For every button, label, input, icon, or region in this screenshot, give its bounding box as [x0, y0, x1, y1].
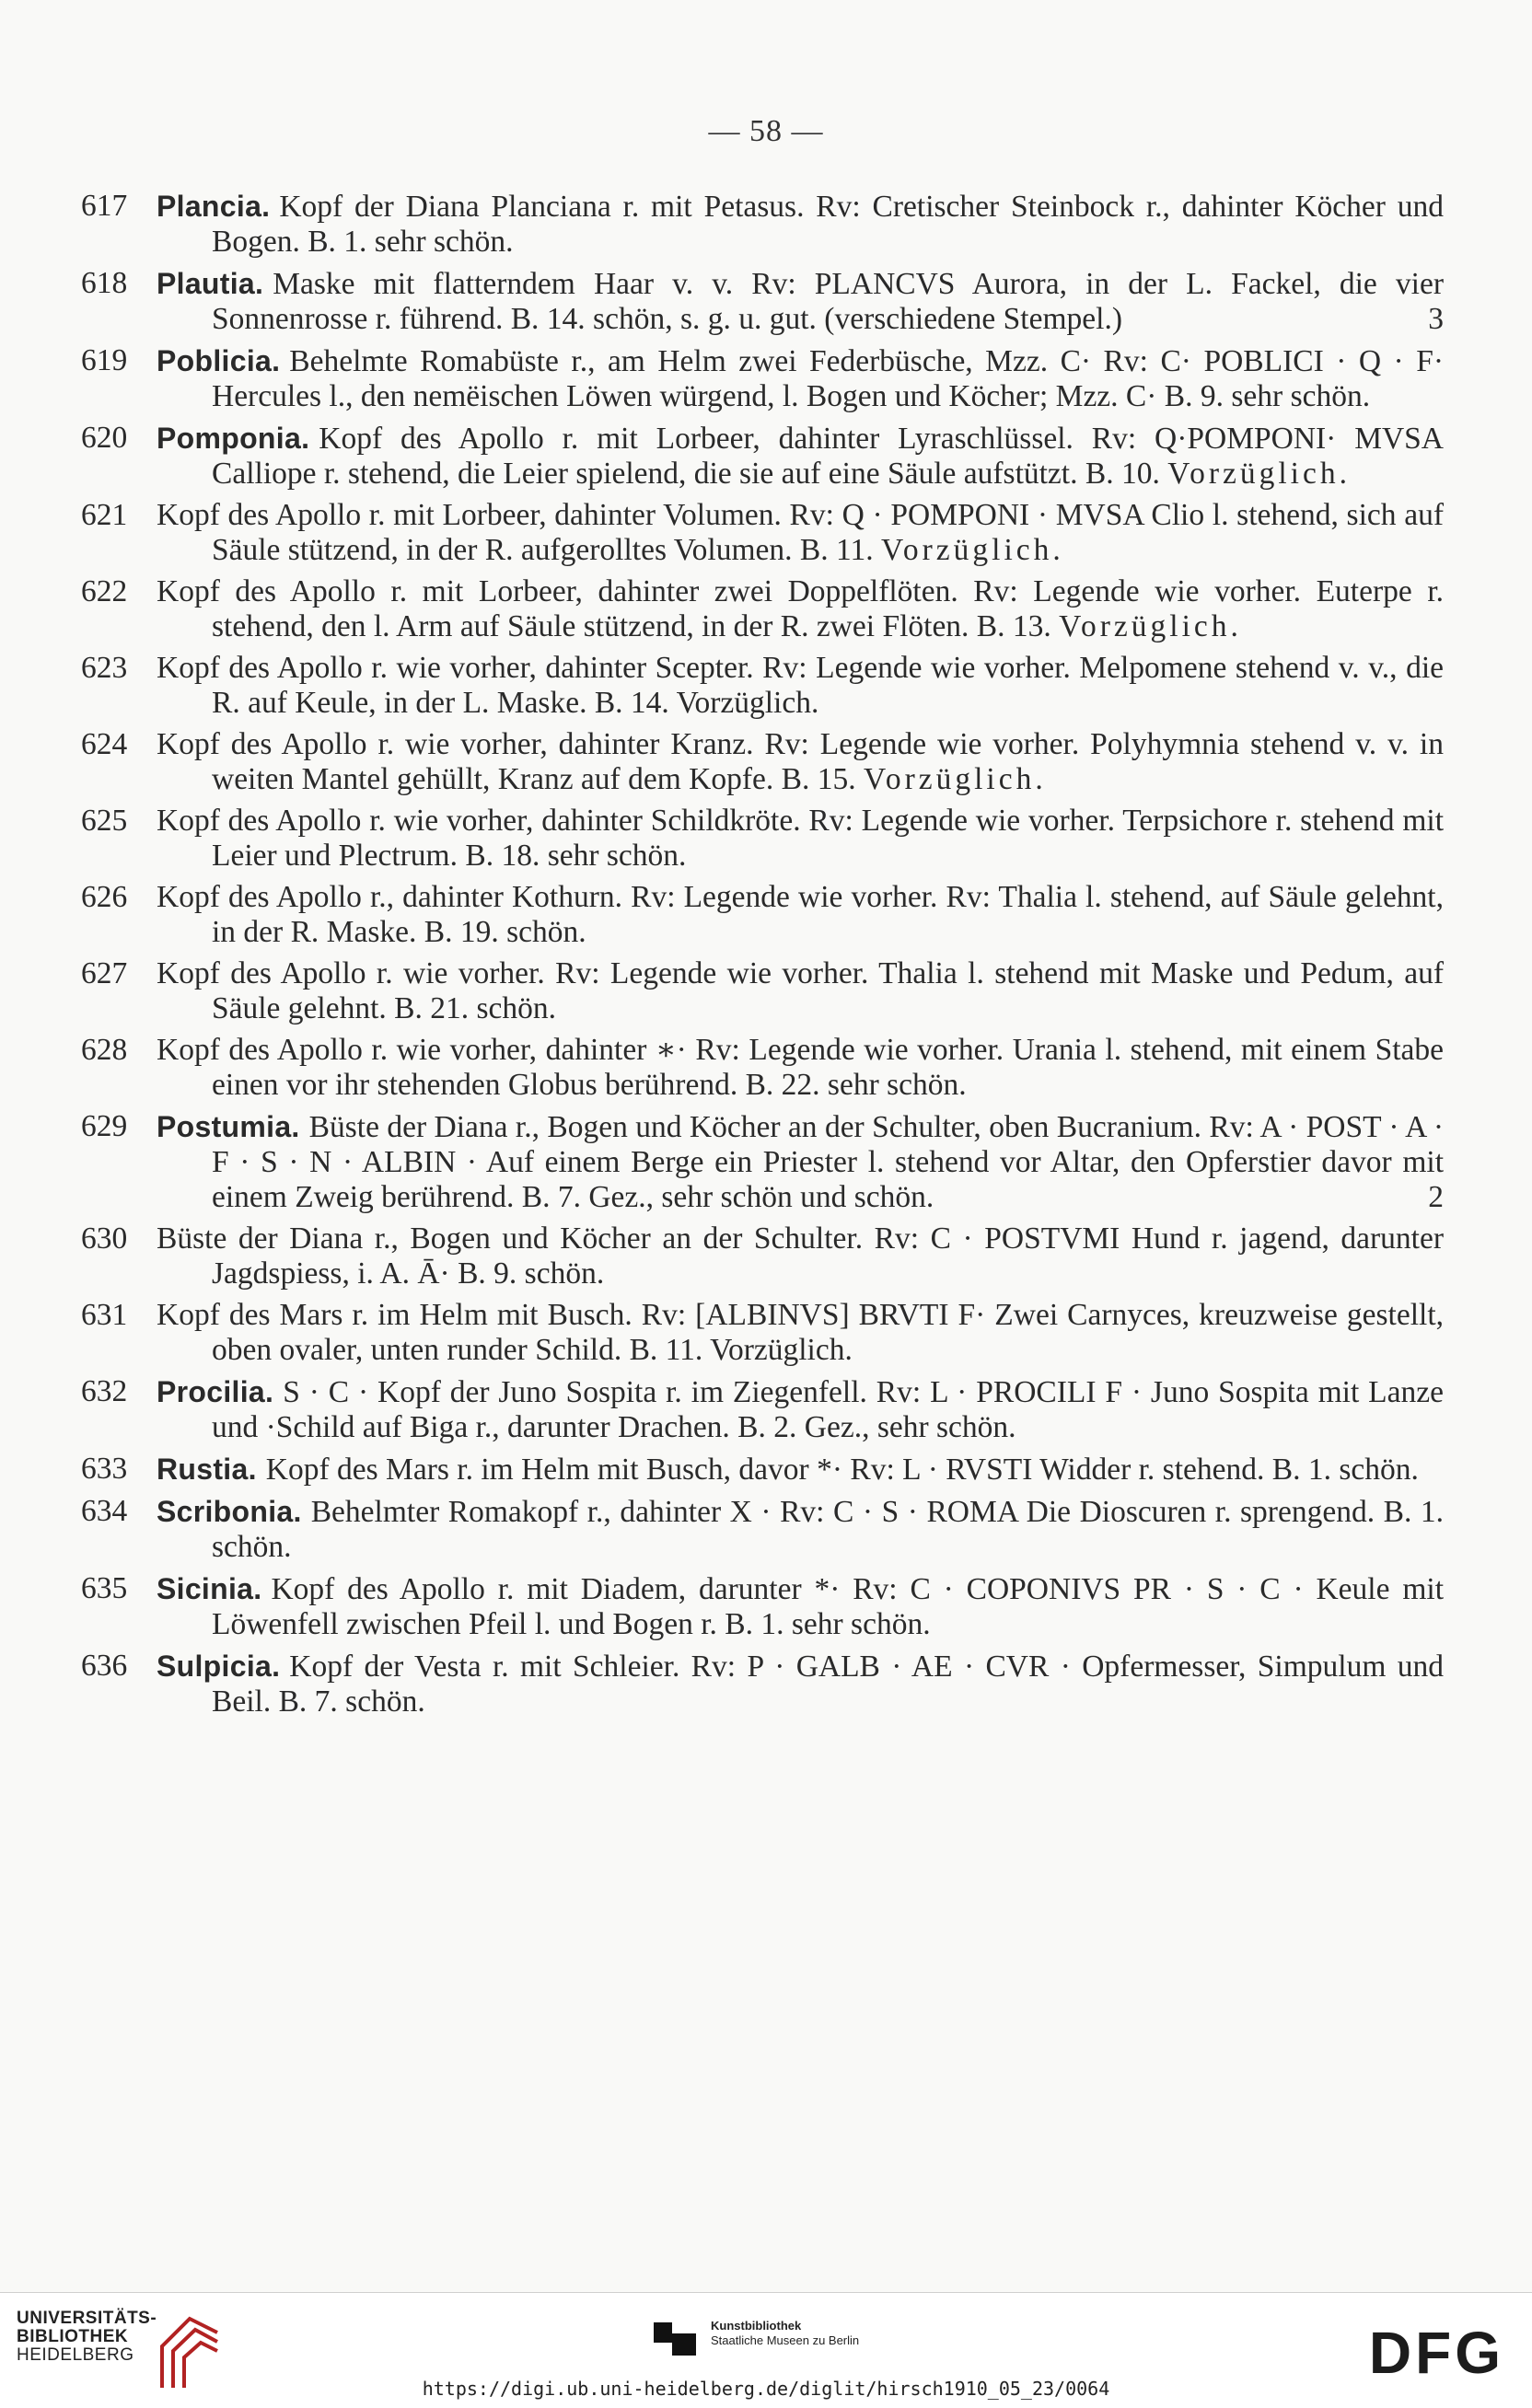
- catalog-entry: [81, 498, 1444, 568]
- entry-number: 635: [81, 1571, 128, 1605]
- entry-number: 636: [81, 1649, 128, 1683]
- entry-gens-name: Poblicia.: [157, 344, 281, 377]
- kunstbibliothek-emblem-icon: [652, 2321, 698, 2357]
- catalog-entry: [81, 1109, 1444, 1215]
- entry-description: Kopf des Mars r. im Helm mit Busch, davor *· Rv: L · RVSTI Widder r. stehend. B. 1. schön.: [265, 1453, 1419, 1487]
- catalog-entry: [81, 574, 1444, 644]
- catalog-entry: [81, 189, 1444, 260]
- page-number: — 58 —: [708, 114, 824, 148]
- catalog-entry: [81, 343, 1444, 414]
- catalog-entry: [81, 1374, 1444, 1445]
- entry-description: S · C · Kopf der Juno Sospita r. im Ziegenfell. Rv: L · PROCILI F · Juno Sospita mit Lanze und ·Schild auf Biga r., darunter Drachen. B. 2. Gez., sehr schön.: [212, 1375, 1444, 1444]
- entry-grade: Vorzüglich.: [863, 762, 1047, 796]
- page-url[interactable]: https://digi.ub.uni-heidelberg.de/diglit/hirsch1910_05_23/0064: [422, 2378, 1110, 2400]
- entry-gens-name: Rustia.: [157, 1453, 257, 1486]
- entry-gens-name: Scribonia.: [157, 1495, 302, 1528]
- catalog-entry: [81, 1494, 1444, 1565]
- entry-number: 628: [81, 1033, 128, 1067]
- entry-description: Kopf der Diana Planciana r. mit Petasus. Rv: Cretischer Steinbock r., dahinter Köcher und Bogen. B. 1. sehr schön.: [212, 190, 1444, 259]
- kunstbibliothek-subtitle: Staatliche Museen zu Berlin: [711, 2333, 860, 2347]
- entry-description: Kopf des Mars r. im Helm mit Busch. Rv: [ALBINVS] BRVTI F· Zwei Carnyces, kreuzweise gestellt, oben ovaler, unten runder Schild. B. 11. Vorzüglich.: [157, 1298, 1444, 1367]
- entry-grade: Vorzüglich.: [1167, 457, 1351, 491]
- catalog-entry: [81, 727, 1444, 797]
- entry-number: 624: [81, 727, 128, 761]
- entry-gens-name: Pomponia.: [157, 422, 310, 455]
- entry-description: Kopf des Apollo r. mit Lorbeer, dahinter Lyraschlüssel. Rv: Q·POMPONI· MVSA Calliope r. stehend, die Leier spielend, die sie auf eine Säule aufstützt. B. 10.: [212, 422, 1444, 491]
- entry-description: Behelmter Romakopf r., dahinter X · Rv: C · S · ROMA Die Dioscuren r. sprengend. B. 1. schön.: [212, 1495, 1444, 1564]
- entry-number: 633: [81, 1452, 128, 1486]
- entry-description: Kopf der Vesta r. mit Schleier. Rv: P · GALB · AE · CVR · Opfermesser, Simpulum und Beil. B. 7. schön.: [212, 1650, 1444, 1719]
- kunstbibliothek-name: Kunstbibliothek: [711, 2319, 802, 2333]
- entry-description: Kopf des Apollo r. mit Diadem, darunter *· Rv: C · COPONIVS PR · S · C · Keule mit Löwenfell zwischen Pfeil l. und Bogen r. B. 1. sehr schön.: [212, 1572, 1444, 1641]
- catalog-entry: [81, 1033, 1444, 1103]
- entry-description: Maske mit flatterndem Haar v. v. Rv: PLANCVS Aurora, in der L. Fackel, die vier Sonnenrosse r. führend. B. 14. schön, s. g. u. gut. (verschiedene Stempel.): [212, 267, 1444, 336]
- entry-gens-name: Sulpicia.: [157, 1650, 281, 1683]
- entry-description: Kopf des Apollo r. mit Lorbeer, dahinter zwei Doppelflöten. Rv: Legende wie vorher. Euterpe r. stehend, den l. Arm auf Säule stützend, in der R. zwei Flöten. B. 13.: [157, 574, 1444, 643]
- entry-number: 629: [81, 1109, 128, 1143]
- entry-number: 630: [81, 1221, 128, 1256]
- entry-number: 620: [81, 421, 128, 455]
- heidelberg-university-library-logo[interactable]: [17, 2310, 157, 2374]
- catalog-entry: [81, 956, 1444, 1026]
- entry-number: 619: [81, 343, 128, 377]
- entry-description: Kopf des Apollo r., dahinter Kothurn. Rv: Legende wie vorher. Rv: Thalia l. stehend, auf Säule gelehnt, in der R. Maske. B. 19. schön.: [157, 880, 1444, 949]
- entry-number: 623: [81, 651, 128, 685]
- entry-gens-name: Postumia.: [157, 1110, 300, 1143]
- viewer-footer: [0, 2292, 1532, 2408]
- entry-description: Kopf des Apollo r. mit Lorbeer, dahinter Volumen. Rv: Q · POMPONI · MVSA Clio l. stehend, sich auf Säule stützend, in der R. aufgerolltes Volumen. B. 11.: [157, 498, 1444, 567]
- catalog-entry: [81, 421, 1444, 492]
- entry-description: Kopf des Apollo r. wie vorher, dahinter Kranz. Rv: Legende wie vorher. Polyhymnia stehend v. v. in weiten Mantel gehüllt, Kranz auf dem Kopfe. B. 15.: [157, 727, 1444, 796]
- entry-number: 631: [81, 1298, 128, 1332]
- catalog-entry: [81, 651, 1444, 721]
- entry-number: 617: [81, 189, 128, 223]
- uni-logo-line-2: BIBLIOTHEK: [17, 2327, 129, 2346]
- catalog-entry: [81, 1221, 1444, 1291]
- entry-number: 626: [81, 880, 128, 914]
- entry-description: Kopf des Apollo r. wie vorher, dahinter ∗· Rv: Legende wie vorher. Urania l. stehend, mit einem Stabe einen vor ihr stehenden Globus berührend. B. 22. sehr schön.: [157, 1033, 1444, 1102]
- uni-logo-line-1: UNIVERSITÄTS-: [17, 2309, 157, 2328]
- catalog-entry: [81, 880, 1444, 950]
- entry-gens-name: Procilia.: [157, 1375, 274, 1408]
- entry-description: Behelmte Romabüste r., am Helm zwei Federbüsche, Mzz. C· Rv: C· POBLICI · Q · F· Hercules l., den nemëischen Löwen würgend, l. Bogen und Köcher; Mzz. C· B. 9. sehr schön.: [212, 344, 1444, 413]
- entry-gens-name: Sicinia.: [157, 1572, 262, 1605]
- entry-number: 625: [81, 804, 128, 838]
- entry-description: Büste der Diana r., Bogen und Köcher an der Schulter, oben Bucranium. Rv: A · POST · A · F · S · N · ALBIN · Auf einem Berge ein Priester l. stehend vor Altar, den Opferstier davor mit einem Zweig berührend. B. 7. Gez., sehr schön und schön.: [212, 1110, 1444, 1214]
- entry-plate-note: 3: [1428, 302, 1444, 336]
- entry-number: 622: [81, 574, 128, 608]
- entry-number: 632: [81, 1374, 128, 1408]
- catalog-entry: [81, 266, 1444, 337]
- entry-grade: Vorzüglich.: [880, 533, 1064, 567]
- entry-description: Kopf des Apollo r. wie vorher. Rv: Legende wie vorher. Thalia l. stehend mit Maske und Pedum, auf Säule gelehnt. B. 21. schön.: [157, 956, 1444, 1025]
- catalog-entry: [81, 1571, 1444, 1642]
- dfg-logo[interactable]: DFG: [1368, 2320, 1504, 2386]
- entry-description: Kopf des Apollo r. wie vorher, dahinter Scepter. Rv: Legende wie vorher. Melpomene stehend v. v., die R. auf Keule, in der L. Maske. B. 14. Vorzüglich.: [157, 651, 1444, 720]
- entry-plate-note: 2: [1428, 1180, 1444, 1214]
- catalog-entry: [81, 1298, 1444, 1368]
- entry-description: Büste der Diana r., Bogen und Köcher an der Schulter. Rv: C · POSTVMI Hund r. jagend, darunter Jagdspiess, i. A. Ā· B. 9. schön.: [157, 1221, 1444, 1291]
- entry-grade: Vorzüglich.: [1059, 609, 1242, 643]
- entry-description: Kopf des Apollo r. wie vorher, dahinter Schildkröte. Rv: Legende wie vorher. Terpsichore r. stehend mit Leier und Plectrum. B. 18. sehr schön.: [157, 804, 1444, 873]
- entry-number: 618: [81, 266, 128, 300]
- uni-logo-line-3: HEIDELBERG: [17, 2345, 134, 2365]
- entry-gens-name: Plautia.: [157, 267, 264, 300]
- entry-gens-name: Plancia.: [157, 190, 271, 223]
- catalog-entry: [81, 1452, 1444, 1488]
- entry-number: 627: [81, 956, 128, 990]
- entry-number: 621: [81, 498, 128, 532]
- catalog-entry: [81, 804, 1444, 874]
- entry-number: 634: [81, 1494, 128, 1528]
- catalog-entries: [81, 189, 1444, 1726]
- catalog-entry: [81, 1649, 1444, 1719]
